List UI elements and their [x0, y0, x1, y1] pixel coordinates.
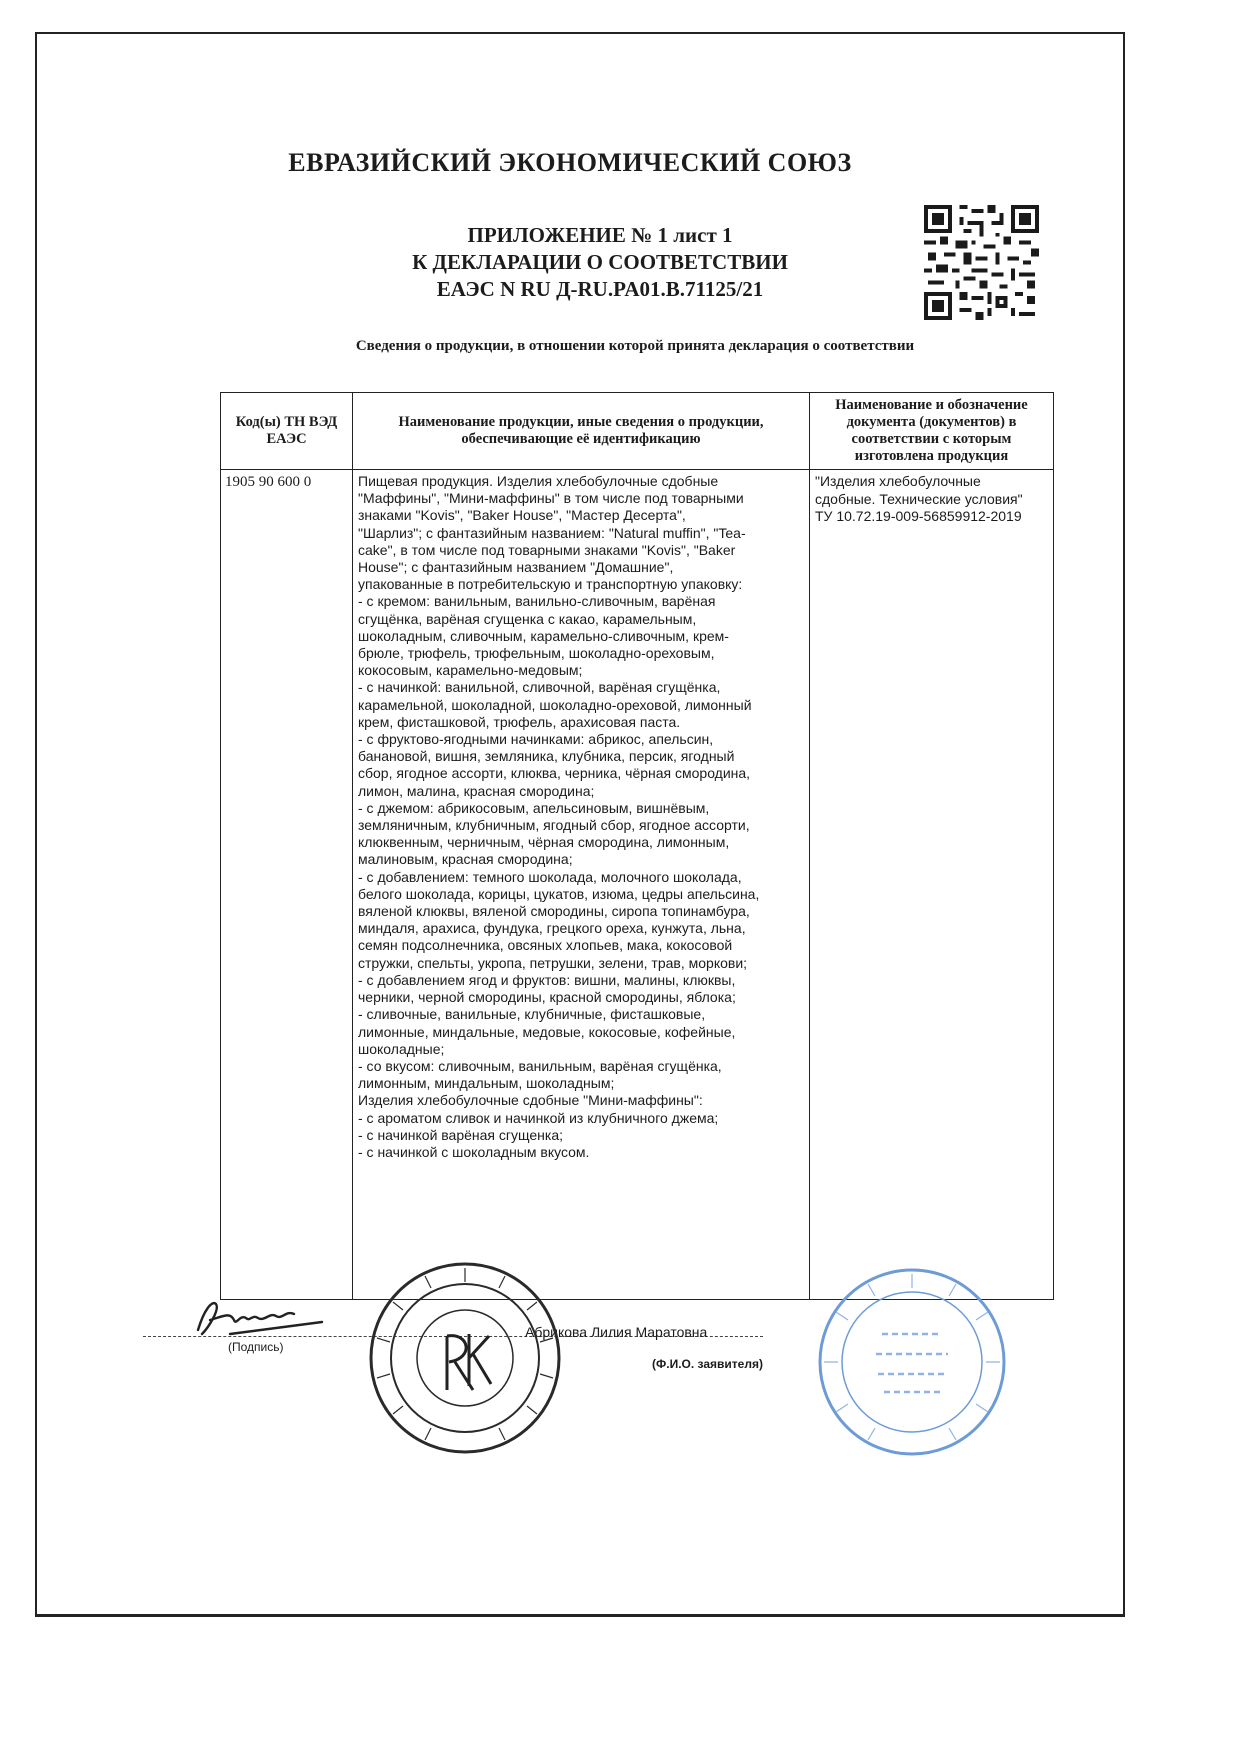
signer-name: Абрикова Лилия Маратовна — [525, 1324, 708, 1340]
union-title: ЕВРАЗИЙСКИЙ ЭКОНОМИЧЕСКИЙ СОЮЗ — [288, 148, 852, 177]
product-line: шоколадные; — [358, 1040, 445, 1057]
product-line: черники, черной смородины, красной смородины, яблока; — [358, 989, 736, 1006]
product-line: крем, фисташковой, трюфель, арахисовая паста. — [358, 713, 681, 730]
product-line: кокосовым, карамельно-медовым; — [358, 662, 583, 679]
annex-line-1: ПРИЛОЖЕНИЕ № 1 лист 1 — [467, 223, 733, 247]
product-line: лимонные, миндальные, медовые, кокосовые, кофейные, — [358, 1023, 736, 1040]
blue-seal-stamp-icon — [812, 1262, 1012, 1462]
product-line: "Маффины", "Мини-маффины" в том числе под товарными — [358, 490, 744, 507]
document-line: "Изделия хлебобулочные — [815, 473, 981, 489]
product-line: - с добавлением ягод и фруктов: вишни, малины, клюквы, — [358, 971, 736, 988]
product-line: - с добавлением: темного шоколада, молочного шоколада, — [358, 868, 742, 885]
product-line: брюле, трюфель, трюфельным, шоколадно-ореховым, — [358, 645, 715, 662]
annex-heading — [300, 222, 900, 303]
product-table — [220, 392, 1054, 1300]
intro-text: Сведения о продукции, в отношении которой принята декларация о соответствии — [355, 338, 915, 354]
product-line: стружки, спельты, укропа, петрушки, зелени, трав, моркови; — [358, 954, 748, 971]
signature-label: (Подпись) — [228, 1340, 284, 1354]
product-line: "Шарлиз"; с фантазийным названием: "Natural muffin", "Tea- — [358, 524, 746, 541]
product-line: - с начинкой с шоколадным вкусом. — [358, 1143, 590, 1160]
header-product: Наименование продукции, иные сведения о продукции, обеспечивающие её идентификацию — [353, 393, 810, 470]
header-code: Код(ы) ТН ВЭД ЕАЭС — [221, 393, 353, 470]
product-line: - сливочные, ванильные, клубничные, фисташковые, — [358, 1006, 706, 1023]
product-line: лимонным, миндальным, шоколадным; — [358, 1075, 615, 1092]
product-line: - с фруктово-ягодными начинками: абрикос, апельсин, — [358, 731, 714, 748]
product-line: лимон, малина, красная смородина; — [358, 782, 595, 799]
product-line: - с джемом: абрикосовым, апельсиновым, вишнёвым, — [358, 799, 710, 816]
product-line: House"; с фантазийным названием "Домашние", — [358, 559, 674, 576]
product-line: Изделия хлебобулочные сдобные "Мини-маффины": — [358, 1092, 703, 1109]
company-seal-stamp-icon — [365, 1258, 565, 1458]
product-line: миндаля, арахиса, фундука, грецкого ореха, кунжута, льна, — [358, 920, 746, 937]
annex-line-3: ЕАЭС N RU Д-RU.PA01.B.71125/21 — [436, 277, 764, 301]
qr-code-icon — [924, 205, 1039, 320]
product-line: - со вкусом: сливочным, ванильным, варёная сгущёнка, — [358, 1057, 722, 1074]
annex-line-2: К ДЕКЛАРАЦИИ О СООТВЕТСТВИИ — [412, 250, 788, 274]
document-line: сдобные. Технические условия" — [815, 490, 1023, 507]
product-line: шоколадным, сливочным, карамельно-сливочным, крем- — [358, 627, 729, 644]
product-line: - с начинкой варёная сгущенка; — [358, 1126, 563, 1143]
product-line: упакованные в потребительскую и транспортную упаковку: — [358, 576, 743, 593]
code-cell: 1905 90 600 0 — [221, 470, 353, 1300]
product-line: знаками "Kovis", "Baker House", "Мастер Десерта", — [358, 507, 686, 524]
product-line: вяленой клюквы, вяленой смородины, сиропа топинамбура, — [358, 903, 750, 920]
fio-label: (Ф.И.О. заявителя) — [652, 1357, 763, 1371]
product-cell — [353, 470, 810, 1300]
table-header-row — [221, 393, 1054, 470]
header-document: Наименование и обозначение документа (документов) в соответствии с которым изготовлена продукция — [810, 393, 1054, 470]
product-line: - с начинкой: ванильной, сливочной, варёная сгущёнка, — [358, 679, 721, 696]
product-line: банановой, вишня, земляника, клубника, персик, ягодный — [358, 748, 735, 765]
product-line: сбор, ягодное ассорти, клюква, черника, чёрная смородина, — [358, 765, 751, 782]
product-line: - с кремом: ванильным, ванильно-сливочным, варёная — [358, 593, 716, 610]
document-line: ТУ 10.72.19-009-56859912-2019 — [815, 508, 1022, 524]
product-line: Пищевая продукция. Изделия хлебобулочные сдобные — [358, 473, 719, 489]
document-cell — [810, 470, 1054, 1300]
product-line: малиновым, красная смородина; — [358, 851, 573, 868]
product-line: клюквенным, черничным, чёрная смородина, лимонным, — [358, 834, 730, 851]
product-line: семян подсолнечника, овсяных хлопьев, мака, кокосовой — [358, 937, 733, 954]
product-line: карамельной, шоколадной, шоколадно-ореховой, лимонный — [358, 696, 752, 713]
product-line: белого шоколада, корицы, цукатов, изюма, цедры апельсина, — [358, 885, 760, 902]
product-line: сгущёнка, варёная сгущенка с какао, карамельным, — [358, 610, 697, 627]
product-line: - с ароматом сливок и начинкой из клубничного джема; — [358, 1109, 719, 1126]
table-row — [221, 470, 1054, 1300]
product-line: земляничным, клубничным, ягодный сбор, ягодное ассорти, — [358, 817, 750, 834]
product-line: cake", в том числе под товарными знаками "Kovis", "Baker — [358, 541, 736, 558]
